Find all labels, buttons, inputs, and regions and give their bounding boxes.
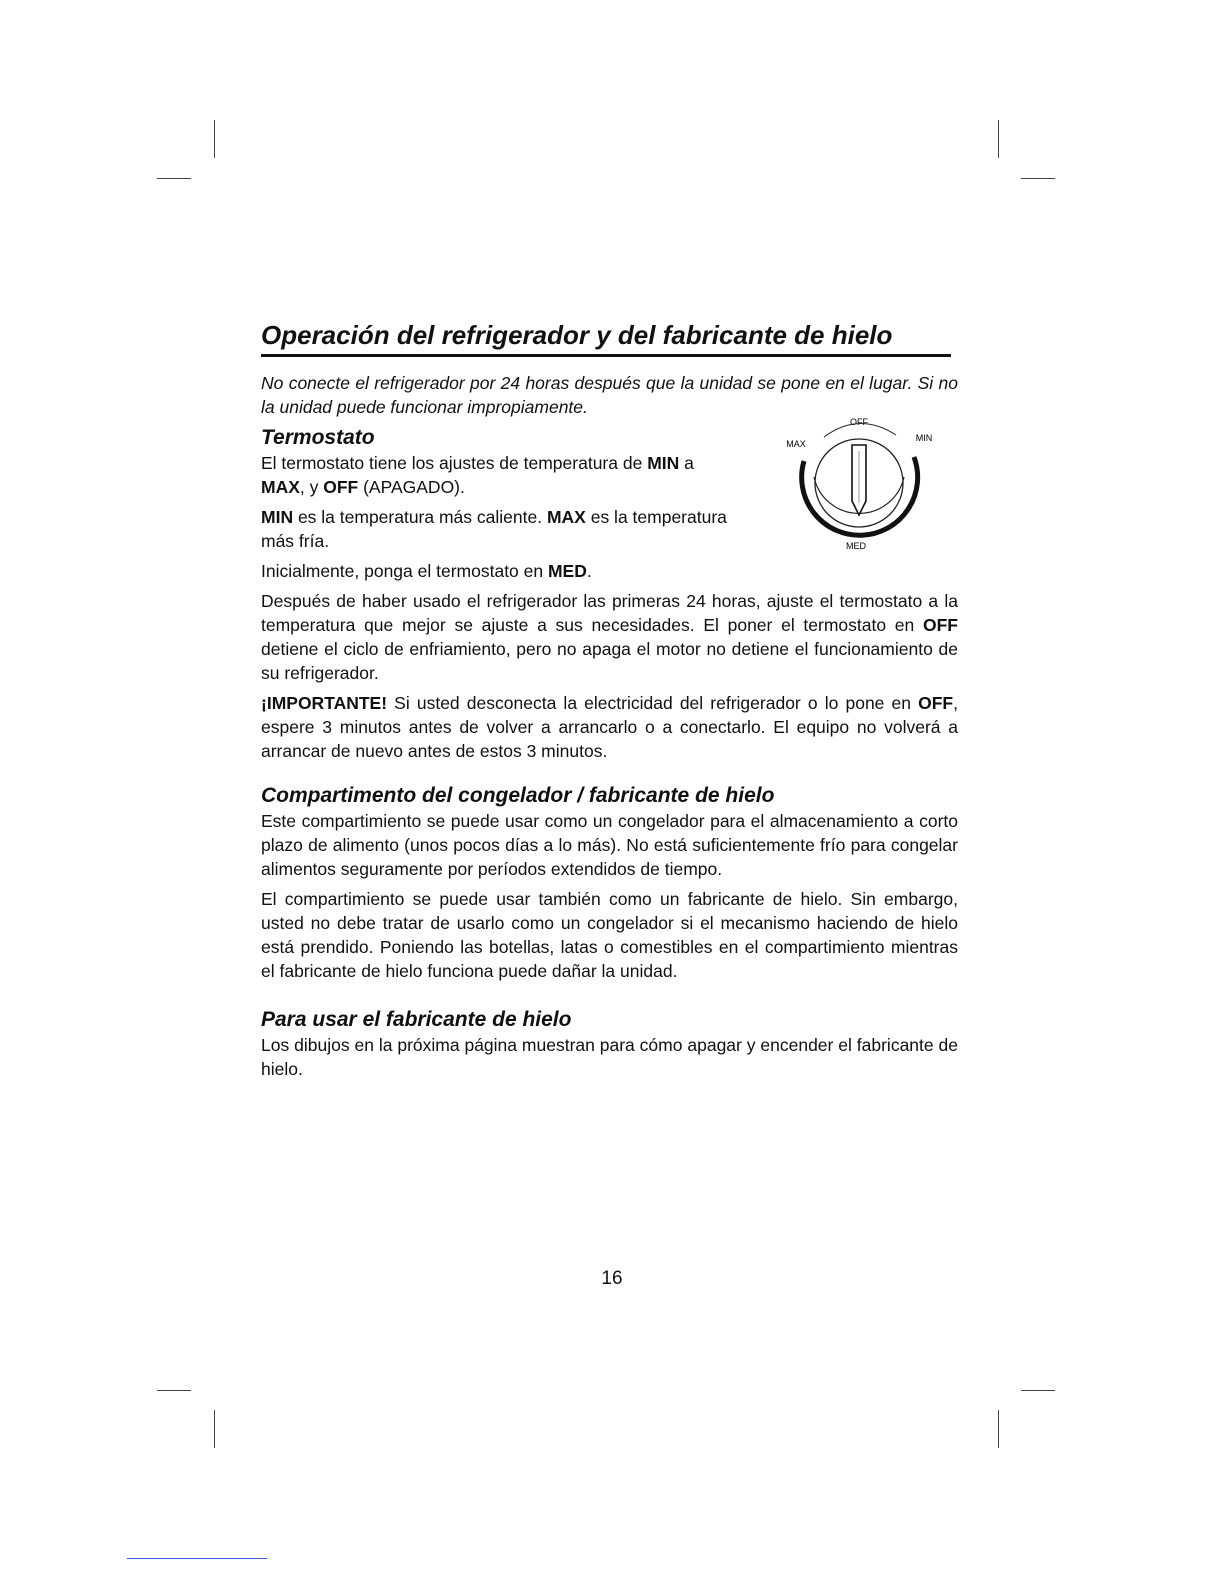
freezer-section: [261, 783, 958, 983]
crop-mark: [214, 120, 215, 158]
dial-label-min: MIN: [915, 433, 933, 443]
page-content: [261, 318, 958, 1087]
thermostat-paragraph-1: El termostato tiene los ajustes de temperatura de MIN a MAX, y OFF (APAGADO).: [261, 453, 694, 497]
crop-mark: [1021, 1390, 1055, 1391]
thermostat-paragraph-2: MIN es la temperatura más caliente. MAX es la temperatura más fría.: [261, 507, 727, 551]
thermostat-paragraph-3: Inicialmente, ponga el termostato en MED.: [261, 561, 592, 581]
thermostat-section: [261, 417, 958, 583]
thermostat-heading: Termostato: [261, 426, 375, 449]
freezer-paragraph-2: El compartimiento se puede usar también como un fabricante de hielo. Sin embargo, usted no debe tratar de usarlo como un congelador si el mecanismo haciendo de hielo está prendido. Poniendo las botellas, latas o comestibles en el compartimiento mientras el fabricante de hielo funciona puede dañar la unidad.: [261, 889, 958, 981]
intro-note: No conecte el refrigerador por 24 horas después que la unidad se pone en el lugar. Si no la unidad puede funcionar impropiamente.: [261, 373, 958, 417]
crop-mark: [214, 1410, 215, 1448]
crop-mark: [157, 1390, 191, 1391]
icemaker-heading: Para usar el fabricante de hielo: [261, 1008, 572, 1031]
crop-mark: [1021, 178, 1055, 179]
crop-mark: [998, 1410, 999, 1448]
freezer-paragraph-1: Este compartimiento se puede usar como un congelador para el almacenamiento a corto plazo de alimento (unos pocos días a lo más). No está suficientemente frío para congelar alimentos seguramente por períodos extendidos de tiempo.: [261, 811, 958, 879]
icemaker-section: [261, 1007, 958, 1081]
freezer-heading: Compartimento del congelador / fabricante de hielo: [261, 784, 775, 807]
page-number: 16: [601, 1268, 623, 1289]
link-underline: [127, 1558, 267, 1559]
thermostat-dial-illustration: [774, 415, 944, 555]
page-title: Operación del refrigerador y del fabricante de hielo: [261, 318, 951, 357]
thermostat-paragraph-4: Después de haber usado el refrigerador las primeras 24 horas, ajuste el termostato a la temperatura que mejor se ajuste a sus necesidades. El poner el termostato en OFF detiene el ciclo de enfriamiento, pero no apaga el motor no detiene el funcionamiento de su refrigerador.: [261, 591, 958, 683]
dial-label-off: OFF: [850, 417, 868, 427]
crop-mark: [157, 178, 191, 179]
dial-label-med: MED: [846, 541, 866, 551]
important-paragraph: ¡IMPORTANTE! Si usted desconecta la electricidad del refrigerador o lo pone en OFF, espere 3 minutos antes de volver a arrancarlo o a conectarlo. El equipo no volverá a arrancar de nuevo antes de estos 3 minutos.: [261, 693, 958, 761]
icemaker-paragraph: Los dibujos en la próxima página muestran para cómo apagar y encender el fabricante de hielo.: [261, 1035, 958, 1079]
dial-label-max: MAX: [786, 439, 806, 449]
crop-mark: [998, 120, 999, 158]
